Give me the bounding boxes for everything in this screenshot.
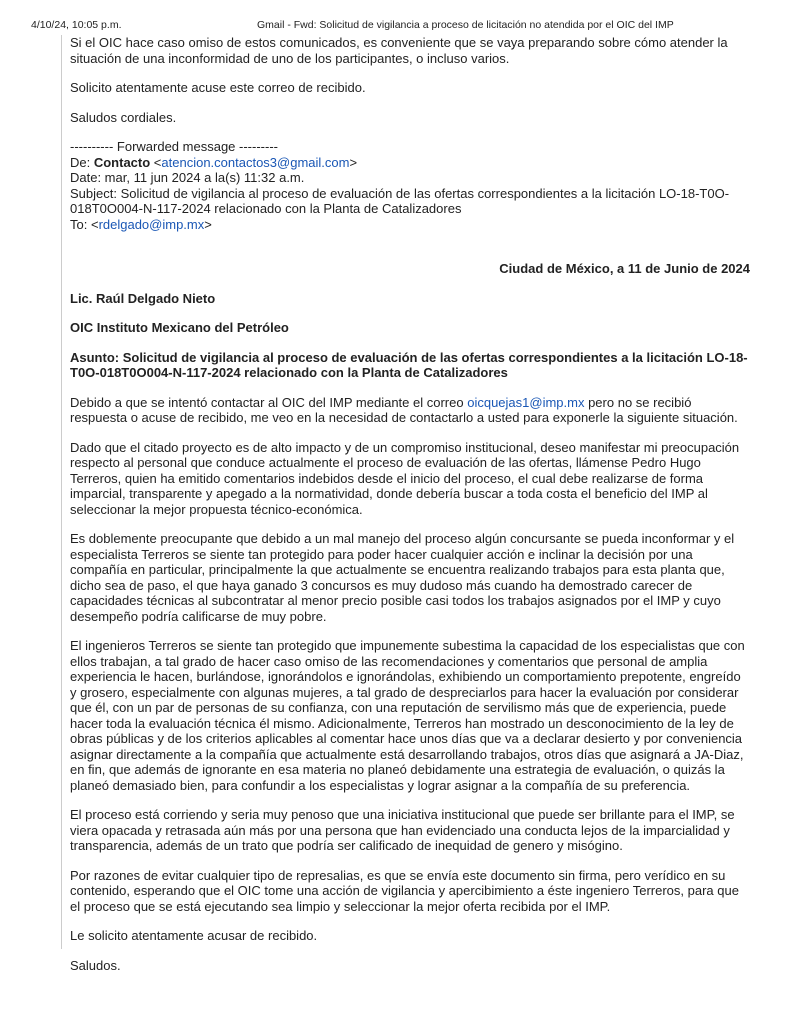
forwarded-separator: ---------- Forwarded message --------- — [70, 139, 278, 154]
from-label: De: — [70, 154, 94, 170]
to-email-link[interactable]: rdelgado@imp.mx — [98, 216, 205, 232]
letter-closing-request: Le solicito atentamente acusar de recibido. — [70, 928, 318, 943]
letter-paragraph: El proceso está corriendo y seria muy penoso que una iniciativa institucional que puede ser brillante para el IMP, se viera opacada y retrasada aún más por una persona que han evidenciado una conducta lejos de la imparcialidad y transparencia, además de un trato que podría ser calificado de inequidad de genero y misógino. — [70, 807, 735, 853]
print-page-title: Gmail - Fwd: Solicitud de vigilancia a proceso de licitación no atendida por el OIC del IMP — [257, 19, 674, 31]
letter-place-date: Ciudad de México, a 11 de Junio de 2024 — [499, 261, 750, 276]
letter-paragraph: Por razones de evitar cualquier tipo de represalias, es que se envía este documento sin firma, pero verídico en su contenido, esperando que el OIC tome una acción de vigilancia y apercibimiento a éste ingeniero Terreros, para que el proceso que se está ejecutando sea limpio y seleccionar la mejor oferta recibida por el IMP. — [70, 867, 739, 914]
letter-subject: Asunto: Solicitud de vigilancia al proceso de evaluación de las ofertas correspondientes a la licitación LO-18-T0O-018T0O004-N-117-2024 relacionado con la Planta de Catalizadores — [70, 349, 748, 380]
paragraph-text: Debido a que se intentó contactar al OIC del IMP mediante el correo — [70, 394, 468, 410]
paragraph-text: pero no se recibió respuesta o acuse de recibido, me veo en la necesidad de contactarlo a usted para exponerle la siguiente situación. — [70, 394, 738, 425]
quote-bar-divider — [61, 35, 62, 949]
letter-paragraph — [70, 395, 750, 426]
letter-organization: OIC Instituto Mexicano del Petróleo — [70, 320, 289, 335]
forwarded-from: De: Contacto <atencion.contactos3@gmail.com> — [70, 154, 358, 170]
forwarded-header — [70, 139, 750, 232]
print-datetime: 4/10/24, 10:05 p.m. — [31, 19, 122, 31]
letter-paragraph: Es doblemente preocupante que debido a un mal manejo del proceso algún concursante se pueda inconformar y el especialista Terreros se siente tan protegido para poder hacer cualquier acción e inclinar la decisión por una compañía en particular, principalmente la que actualmente se encuentra realizando trabajos para esta planta que, dicho sea de paso, el que haya ganado 3 concursos es muy dudoso más cuando ha demostrado carecer de capacidades técnicas al subcontratar al menor precio posible casi todos los trabajos asignados por el IMP y cuyo desempeño podría calificarse de muy pobre. — [70, 531, 735, 624]
forwarded-subject: Subject: Solicitud de vigilancia al proceso de evaluación de las ofertas correspondientes a la licitación LO-18-T0O-018T0O004-N-117-2024 relacionado con la Planta de Catalizadores — [70, 185, 730, 216]
letter-paragraph: El ingenieros Terreros se siente tan protegido que impunemente subestima la capacidad de los especialistas que con ellos trabajan, a tal grado de hacer caso omiso de las recomendaciones y comentarios que personal de amplia experiencia le hacen, burlándose, ignorándolos e ignorándolas, exhibiendo un comportamiento prepotente, engreído y grosero, especialmente con algunas mujeres, a tal grado de despreciarlos para hacer la evaluación por considerar que él, con un par de personas de su confianza, con una reputación de servilismo más que de experiencia, puede hacer toda la evaluación técnica él mismo. Adicionalmente, Terreros han mostrado un desconocimiento de la ley de obras públicas y de los criterios aplicables al comentar hace unos días que va a declarar desierto y por conveniencia asignar directamente a la compañía que actualmente está desarrollando trabajos, otros días que asignará a JA-Diaz, en fin, que además de ignorante en esa materia no planeó debidamente una estrategia de evaluación, o quizás la planeó demasiado bien, para confundir a los especialistas y lograr asignar a la compañía de su preferencia. — [70, 638, 745, 793]
top-paragraph: Saludos cordiales. — [70, 109, 177, 125]
letter-recipient: Lic. Raúl Delgado Nieto — [70, 290, 216, 306]
top-paragraph: Si el OIC hace caso omiso de estos comunicados, es conveniente que se vaya preparando sobre cómo atender la situación de una inconformidad de uno de los participantes, o incluso varios. — [70, 35, 728, 66]
oic-email-link[interactable]: oicquejas1@imp.mx — [467, 394, 585, 410]
to-label: To: — [70, 216, 91, 232]
top-paragraph: Solicito atentamente acuse este correo de recibido. — [70, 80, 366, 95]
email-body — [70, 35, 750, 987]
letter-paragraph: Dado que el citado proyecto es de alto impacto y de un compromiso institucional, deseo manifestar mi preocupación respecto al personal que conduce actualmente el proceso de evaluación de las ofertas, llámense Pedro Hugo Terreros, quien ha emitido comentarios indebidos desde el inicio del proceso, el cual debe realizarse de forma imparcial, transparente y apegado a la normatividad, donde debería buscar a toda costa el beneficio del IMP al seleccionar la mejor propuesta técnico-económica. — [70, 439, 740, 517]
print-header — [0, 19, 800, 33]
forwarded-to: To: <rdelgado@imp.mx> — [70, 216, 212, 232]
forwarded-date: Date: mar, 11 jun 2024 a la(s) 11:32 a.m. — [70, 170, 305, 185]
letter-signoff: Saludos. — [70, 957, 121, 973]
from-name: Contacto — [93, 154, 151, 170]
from-email-link[interactable]: atencion.contactos3@gmail.com — [161, 154, 350, 170]
